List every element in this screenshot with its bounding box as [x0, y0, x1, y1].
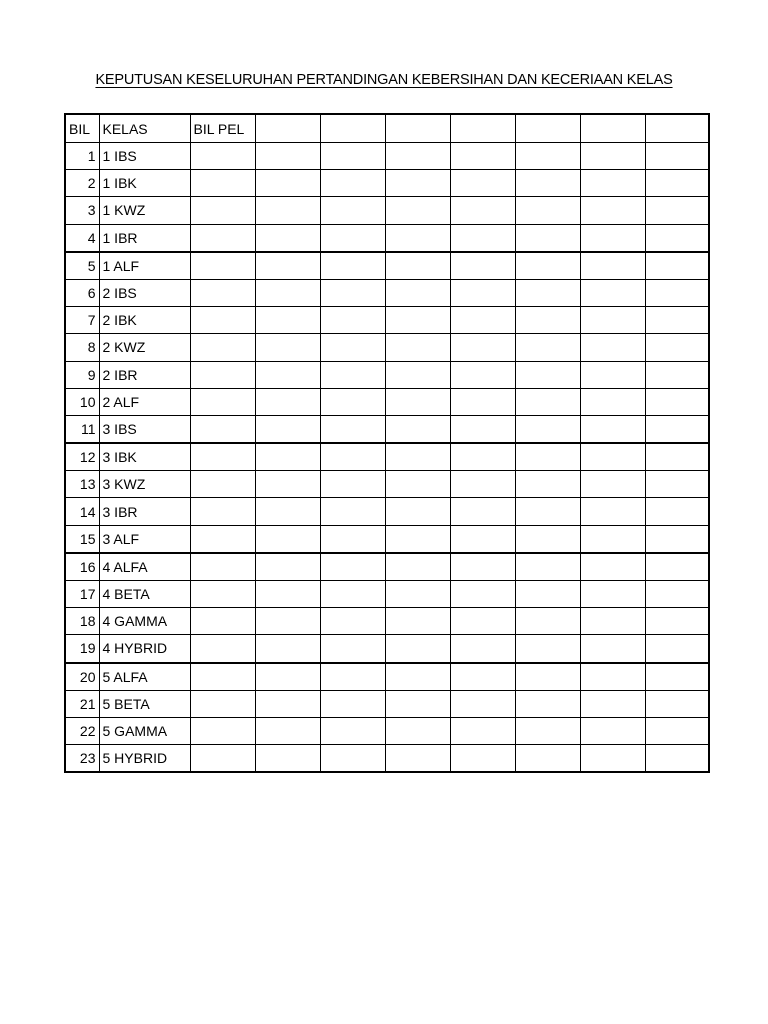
- score-cell[interactable]: [515, 635, 580, 663]
- table-row: [65, 635, 709, 663]
- student-count-cell[interactable]: [190, 279, 255, 306]
- score-cell[interactable]: [645, 717, 709, 744]
- score-cell[interactable]: [320, 388, 385, 415]
- score-cell[interactable]: [255, 197, 320, 224]
- table-row: [65, 471, 709, 498]
- score-cell[interactable]: [320, 224, 385, 252]
- score-cell[interactable]: [515, 307, 580, 334]
- score-cell[interactable]: [515, 663, 580, 691]
- student-count-cell[interactable]: [190, 471, 255, 498]
- class-name-cell: 5 ALFA: [99, 663, 190, 691]
- score-cell[interactable]: [580, 608, 645, 635]
- row-number-cell: 6: [65, 279, 99, 306]
- table-row: [65, 307, 709, 334]
- score-cell[interactable]: [255, 170, 320, 197]
- page-title: KEPUTUSAN KESELURUHAN PERTANDINGAN KEBERSIHAN DAN KECERIAAN KELAS: [95, 72, 673, 88]
- score-cell[interactable]: [385, 471, 450, 498]
- score-cell[interactable]: [450, 471, 515, 498]
- score-cell[interactable]: [645, 143, 709, 170]
- student-count-cell[interactable]: [190, 498, 255, 525]
- score-cell[interactable]: [385, 717, 450, 744]
- score-cell[interactable]: [385, 690, 450, 717]
- score-cell[interactable]: [580, 361, 645, 388]
- score-cell[interactable]: [255, 307, 320, 334]
- score-cell[interactable]: [515, 143, 580, 170]
- row-number-cell: 12: [65, 443, 99, 471]
- score-cell[interactable]: [515, 224, 580, 252]
- score-cell[interactable]: [255, 745, 320, 773]
- score-cell[interactable]: [255, 553, 320, 581]
- score-cell[interactable]: [255, 279, 320, 306]
- score-cell[interactable]: [580, 307, 645, 334]
- header-bil-pel: BIL PEL: [190, 114, 255, 143]
- score-cell[interactable]: [320, 553, 385, 581]
- row-number-cell: 13: [65, 471, 99, 498]
- student-count-cell[interactable]: [190, 197, 255, 224]
- table-row: [65, 608, 709, 635]
- row-number-cell: 3: [65, 197, 99, 224]
- class-name-cell: 5 GAMMA: [99, 717, 190, 744]
- row-number-cell: 17: [65, 581, 99, 608]
- student-count-cell[interactable]: [190, 745, 255, 773]
- score-cell[interactable]: [645, 224, 709, 252]
- class-name-cell: 2 IBK: [99, 307, 190, 334]
- score-cell[interactable]: [450, 388, 515, 415]
- class-name-cell: 2 KWZ: [99, 334, 190, 361]
- table-row: [65, 252, 709, 280]
- student-count-cell[interactable]: [190, 252, 255, 280]
- class-name-cell: 3 IBS: [99, 415, 190, 443]
- score-cell[interactable]: [645, 471, 709, 498]
- header-empty-cell[interactable]: [450, 114, 515, 143]
- score-cell[interactable]: [515, 170, 580, 197]
- row-number-cell: 5: [65, 252, 99, 280]
- class-name-cell: 4 BETA: [99, 581, 190, 608]
- class-name-cell: 5 BETA: [99, 690, 190, 717]
- score-cell[interactable]: [320, 443, 385, 471]
- score-cell[interactable]: [255, 498, 320, 525]
- score-cell[interactable]: [385, 252, 450, 280]
- table-row: [65, 279, 709, 306]
- student-count-cell[interactable]: [190, 690, 255, 717]
- score-cell[interactable]: [580, 415, 645, 443]
- score-cell[interactable]: [320, 143, 385, 170]
- score-cell[interactable]: [580, 690, 645, 717]
- class-name-cell: 4 HYBRID: [99, 635, 190, 663]
- score-cell[interactable]: [645, 443, 709, 471]
- score-cell[interactable]: [255, 443, 320, 471]
- score-cell[interactable]: [320, 525, 385, 553]
- score-cell[interactable]: [450, 170, 515, 197]
- row-number-cell: 18: [65, 608, 99, 635]
- score-cell[interactable]: [450, 553, 515, 581]
- score-cell[interactable]: [515, 745, 580, 773]
- score-cell[interactable]: [450, 581, 515, 608]
- score-cell[interactable]: [645, 307, 709, 334]
- table-row: [65, 581, 709, 608]
- score-cell[interactable]: [450, 663, 515, 691]
- score-cell[interactable]: [450, 690, 515, 717]
- score-cell[interactable]: [385, 388, 450, 415]
- class-name-cell: 3 IBR: [99, 498, 190, 525]
- student-count-cell[interactable]: [190, 717, 255, 744]
- score-cell[interactable]: [515, 690, 580, 717]
- table-row: [65, 663, 709, 691]
- score-cell[interactable]: [450, 334, 515, 361]
- header-bil: BIL: [65, 114, 99, 143]
- class-name-cell: 3 ALF: [99, 525, 190, 553]
- student-count-cell[interactable]: [190, 553, 255, 581]
- score-cell[interactable]: [450, 635, 515, 663]
- student-count-cell[interactable]: [190, 361, 255, 388]
- score-cell[interactable]: [515, 252, 580, 280]
- score-cell[interactable]: [385, 581, 450, 608]
- row-number-cell: 11: [65, 415, 99, 443]
- score-cell[interactable]: [320, 663, 385, 691]
- header-empty-cell[interactable]: [385, 114, 450, 143]
- class-name-cell: 4 ALFA: [99, 553, 190, 581]
- score-cell[interactable]: [515, 553, 580, 581]
- row-number-cell: 10: [65, 388, 99, 415]
- table-row: [65, 334, 709, 361]
- score-cell[interactable]: [645, 635, 709, 663]
- row-number-cell: 15: [65, 525, 99, 553]
- score-cell[interactable]: [385, 498, 450, 525]
- student-count-cell[interactable]: [190, 224, 255, 252]
- score-cell[interactable]: [515, 361, 580, 388]
- score-cell[interactable]: [450, 361, 515, 388]
- score-cell[interactable]: [645, 745, 709, 773]
- table-header-row: [65, 114, 709, 143]
- score-cell[interactable]: [450, 498, 515, 525]
- score-cell[interactable]: [580, 334, 645, 361]
- student-count-cell[interactable]: [190, 663, 255, 691]
- score-cell[interactable]: [580, 388, 645, 415]
- score-cell[interactable]: [255, 224, 320, 252]
- score-cell[interactable]: [580, 224, 645, 252]
- score-cell[interactable]: [645, 361, 709, 388]
- table-row: [65, 443, 709, 471]
- class-name-cell: 5 HYBRID: [99, 745, 190, 773]
- class-name-cell: 3 IBK: [99, 443, 190, 471]
- student-count-cell[interactable]: [190, 307, 255, 334]
- class-results-table: [64, 113, 710, 773]
- score-cell[interactable]: [645, 334, 709, 361]
- score-cell[interactable]: [515, 279, 580, 306]
- table-row: [65, 690, 709, 717]
- score-cell[interactable]: [385, 635, 450, 663]
- student-count-cell[interactable]: [190, 170, 255, 197]
- score-cell[interactable]: [255, 415, 320, 443]
- score-cell[interactable]: [255, 581, 320, 608]
- score-cell[interactable]: [255, 608, 320, 635]
- header-empty-cell[interactable]: [645, 114, 709, 143]
- score-cell[interactable]: [645, 279, 709, 306]
- score-cell[interactable]: [580, 717, 645, 744]
- score-cell[interactable]: [580, 279, 645, 306]
- class-name-cell: 1 ALF: [99, 252, 190, 280]
- score-cell[interactable]: [385, 334, 450, 361]
- score-cell[interactable]: [255, 334, 320, 361]
- score-cell[interactable]: [320, 635, 385, 663]
- row-number-cell: 22: [65, 717, 99, 744]
- score-cell[interactable]: [515, 608, 580, 635]
- score-cell[interactable]: [255, 690, 320, 717]
- score-cell[interactable]: [450, 224, 515, 252]
- score-cell[interactable]: [320, 279, 385, 306]
- score-cell[interactable]: [255, 635, 320, 663]
- score-cell[interactable]: [320, 197, 385, 224]
- score-cell[interactable]: [645, 415, 709, 443]
- score-cell[interactable]: [255, 252, 320, 280]
- score-cell[interactable]: [385, 361, 450, 388]
- score-cell[interactable]: [580, 581, 645, 608]
- class-name-cell: 2 IBS: [99, 279, 190, 306]
- score-cell[interactable]: [515, 334, 580, 361]
- score-cell[interactable]: [580, 663, 645, 691]
- score-cell[interactable]: [515, 525, 580, 553]
- score-cell[interactable]: [255, 471, 320, 498]
- header-empty-cell[interactable]: [515, 114, 580, 143]
- score-cell[interactable]: [320, 690, 385, 717]
- table-row: [65, 224, 709, 252]
- score-cell[interactable]: [580, 745, 645, 773]
- score-cell[interactable]: [450, 252, 515, 280]
- score-cell[interactable]: [385, 224, 450, 252]
- score-cell[interactable]: [515, 581, 580, 608]
- class-name-cell: 2 ALF: [99, 388, 190, 415]
- score-cell[interactable]: [450, 143, 515, 170]
- score-cell[interactable]: [580, 498, 645, 525]
- class-name-cell: 4 GAMMA: [99, 608, 190, 635]
- score-cell[interactable]: [255, 143, 320, 170]
- score-cell[interactable]: [385, 307, 450, 334]
- class-name-cell: 3 KWZ: [99, 471, 190, 498]
- score-cell[interactable]: [580, 252, 645, 280]
- score-cell[interactable]: [515, 717, 580, 744]
- score-cell[interactable]: [450, 525, 515, 553]
- score-cell[interactable]: [645, 690, 709, 717]
- table-row: [65, 170, 709, 197]
- score-cell[interactable]: [255, 717, 320, 744]
- row-number-cell: 1: [65, 143, 99, 170]
- score-cell[interactable]: [450, 197, 515, 224]
- class-name-cell: 2 IBR: [99, 361, 190, 388]
- score-cell[interactable]: [320, 361, 385, 388]
- score-cell[interactable]: [645, 553, 709, 581]
- student-count-cell[interactable]: [190, 388, 255, 415]
- score-cell[interactable]: [450, 717, 515, 744]
- table-row: [65, 388, 709, 415]
- row-number-cell: 20: [65, 663, 99, 691]
- score-cell[interactable]: [515, 498, 580, 525]
- score-cell[interactable]: [515, 443, 580, 471]
- table-row: [65, 143, 709, 170]
- score-cell[interactable]: [385, 663, 450, 691]
- score-cell[interactable]: [255, 388, 320, 415]
- score-cell[interactable]: [645, 608, 709, 635]
- table-row: [65, 553, 709, 581]
- score-cell[interactable]: [255, 361, 320, 388]
- score-cell[interactable]: [645, 581, 709, 608]
- table-row: [65, 415, 709, 443]
- score-cell[interactable]: [385, 443, 450, 471]
- score-cell[interactable]: [645, 170, 709, 197]
- score-cell[interactable]: [450, 608, 515, 635]
- score-cell[interactable]: [450, 415, 515, 443]
- row-number-cell: 9: [65, 361, 99, 388]
- student-count-cell[interactable]: [190, 334, 255, 361]
- score-cell[interactable]: [580, 443, 645, 471]
- score-cell[interactable]: [580, 471, 645, 498]
- score-cell[interactable]: [450, 443, 515, 471]
- score-cell[interactable]: [645, 252, 709, 280]
- row-number-cell: 14: [65, 498, 99, 525]
- score-cell[interactable]: [385, 197, 450, 224]
- score-cell[interactable]: [255, 663, 320, 691]
- score-cell[interactable]: [385, 608, 450, 635]
- student-count-cell[interactable]: [190, 525, 255, 553]
- score-cell[interactable]: [320, 717, 385, 744]
- score-cell[interactable]: [515, 415, 580, 443]
- score-cell[interactable]: [515, 388, 580, 415]
- score-cell[interactable]: [515, 197, 580, 224]
- score-cell[interactable]: [385, 170, 450, 197]
- score-cell[interactable]: [580, 170, 645, 197]
- row-number-cell: 23: [65, 745, 99, 773]
- score-cell[interactable]: [320, 581, 385, 608]
- score-cell[interactable]: [320, 608, 385, 635]
- row-number-cell: 19: [65, 635, 99, 663]
- class-name-cell: 1 KWZ: [99, 197, 190, 224]
- table-row: [65, 498, 709, 525]
- score-cell[interactable]: [385, 553, 450, 581]
- student-count-cell[interactable]: [190, 415, 255, 443]
- class-name-cell: 1 IBR: [99, 224, 190, 252]
- table-row: [65, 745, 709, 773]
- row-number-cell: 8: [65, 334, 99, 361]
- score-cell[interactable]: [580, 635, 645, 663]
- score-cell[interactable]: [645, 197, 709, 224]
- score-cell[interactable]: [320, 498, 385, 525]
- score-cell[interactable]: [450, 745, 515, 773]
- score-cell[interactable]: [645, 525, 709, 553]
- student-count-cell[interactable]: [190, 635, 255, 663]
- score-cell[interactable]: [320, 334, 385, 361]
- table-row: [65, 717, 709, 744]
- row-number-cell: 21: [65, 690, 99, 717]
- score-cell[interactable]: [645, 388, 709, 415]
- table-row: [65, 197, 709, 224]
- score-cell[interactable]: [645, 663, 709, 691]
- score-cell[interactable]: [320, 745, 385, 773]
- row-number-cell: 2: [65, 170, 99, 197]
- header-kelas: KELAS: [99, 114, 190, 143]
- header-empty-cell[interactable]: [320, 114, 385, 143]
- student-count-cell[interactable]: [190, 581, 255, 608]
- table-body: [65, 114, 709, 772]
- score-cell[interactable]: [645, 498, 709, 525]
- table-row: [65, 361, 709, 388]
- student-count-cell[interactable]: [190, 143, 255, 170]
- row-number-cell: 4: [65, 224, 99, 252]
- score-cell[interactable]: [320, 170, 385, 197]
- score-cell[interactable]: [255, 525, 320, 553]
- score-cell[interactable]: [385, 279, 450, 306]
- score-cell[interactable]: [320, 415, 385, 443]
- score-cell[interactable]: [580, 197, 645, 224]
- table-row: [65, 525, 709, 553]
- score-cell[interactable]: [450, 307, 515, 334]
- score-cell[interactable]: [515, 471, 580, 498]
- student-count-cell[interactable]: [190, 608, 255, 635]
- header-empty-cell[interactable]: [580, 114, 645, 143]
- score-cell[interactable]: [385, 745, 450, 773]
- student-count-cell[interactable]: [190, 443, 255, 471]
- score-cell[interactable]: [580, 553, 645, 581]
- score-cell[interactable]: [320, 252, 385, 280]
- class-name-cell: 1 IBK: [99, 170, 190, 197]
- score-cell[interactable]: [385, 525, 450, 553]
- score-cell[interactable]: [385, 143, 450, 170]
- row-number-cell: 7: [65, 307, 99, 334]
- score-cell[interactable]: [450, 279, 515, 306]
- score-cell[interactable]: [320, 307, 385, 334]
- score-cell[interactable]: [580, 143, 645, 170]
- score-cell[interactable]: [385, 415, 450, 443]
- score-cell[interactable]: [320, 471, 385, 498]
- class-name-cell: 1 IBS: [99, 143, 190, 170]
- header-empty-cell[interactable]: [255, 114, 320, 143]
- score-cell[interactable]: [580, 525, 645, 553]
- row-number-cell: 16: [65, 553, 99, 581]
